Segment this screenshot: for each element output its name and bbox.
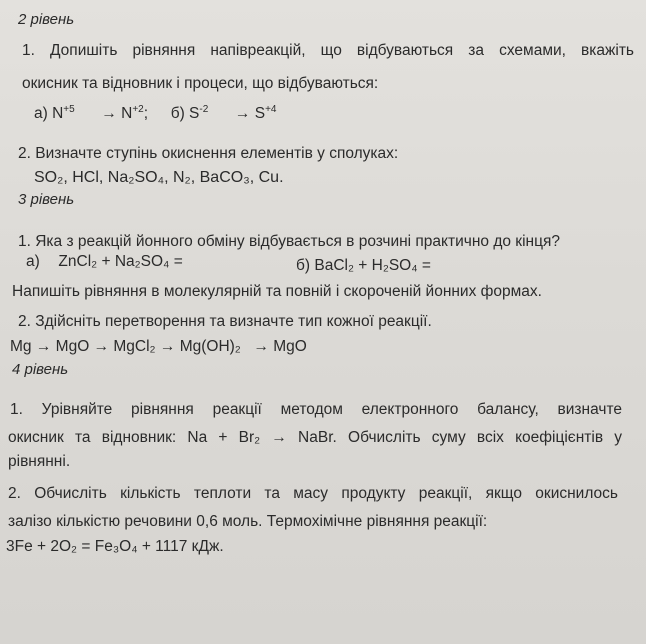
l2-q1-line1: 1. Допишіть рівняння напівреакцій, що відбуваються за схемами, вкажіть: [22, 42, 634, 59]
chain-item-2: MgCl₂: [113, 338, 156, 355]
level-4-title: 4 рівень: [12, 361, 69, 378]
l3-q1-option-a: [26, 252, 183, 272]
l3-q1-option-b: [296, 256, 431, 276]
l4-q2-equation: 3Fe + 2O₂ = Fe₃O₄ + 1117 кДж.: [6, 538, 224, 555]
arrow-icon: →: [35, 338, 52, 355]
arrow-icon: →: [253, 338, 269, 355]
scheme-a-label: а) N: [34, 105, 64, 122]
l3-q2-line1: 2. Здійсніть перетворення та визначте тип кожної реакції.: [18, 313, 432, 330]
l4-q2-line2: залізо кількістю речовини 0,6 моль. Термохімічне рівняння реакції:: [8, 513, 488, 530]
l4-q2-line1: 2. Обчисліть кількість теплоти та масу продукту реакції, якщо окиснилось: [8, 485, 618, 502]
scheme-separator: ;: [143, 105, 149, 122]
l3-q2-chain: [10, 337, 307, 357]
scheme-a-rhs: N: [121, 105, 133, 122]
level-3-title: 3 рівень: [18, 191, 75, 208]
option-a-label: а): [26, 253, 40, 270]
scheme-b-oxstate-right: +4: [265, 104, 277, 115]
l4-q1-line1: 1. Урівняйте рівняння реакції методом електронного балансу, визначте: [10, 401, 622, 418]
l4-q1-line3: рівнянні.: [8, 453, 71, 470]
scheme-b-rhs: S: [254, 105, 266, 122]
arrow-icon: →: [93, 338, 110, 355]
chain-item-0: Mg: [10, 338, 32, 355]
l4-q1-line2: окисник та відновник: Na + Br₂ → NaBr. Обчисліть суму всіх коефіцієнтів у: [8, 429, 622, 446]
arrow-icon: →: [159, 338, 176, 355]
option-b-equation: BaCl₂ + H₂SO₄ =: [314, 257, 431, 274]
option-a-equation: ZnCl₂ + Na₂SO₄ =: [58, 253, 183, 270]
l3-q1-line3: Напишіть рівняння в молекулярній та повній і скороченій йонних формах.: [12, 283, 542, 300]
chain-item-3: Mg(OH)₂: [179, 338, 241, 355]
scheme-b-oxstate-left: -2: [199, 104, 209, 115]
l2-q2-line1: 2. Визначте ступінь окиснення елементів у сполуках:: [18, 145, 399, 162]
scheme-b-label: б) S: [170, 105, 200, 122]
l2-q2-compounds: SO₂, HCl, Na₂SO₄, N₂, BaCO₃, Cu.: [34, 169, 284, 186]
l3-q1-line1: 1. Яка з реакцій йонного обміну відбувається в розчині практично до кінця?: [18, 233, 560, 250]
scheme-a-oxstate-right: +2: [132, 104, 144, 115]
chain-item-4: MgO: [273, 338, 307, 355]
l2-q1-line2: окисник та відновник і процеси, що відбуваються:: [22, 75, 379, 92]
scheme-a-oxstate-left: +5: [63, 104, 75, 115]
l2-q1-schemes: [34, 104, 276, 124]
level-2-title: 2 рівень: [18, 11, 75, 28]
arrow-icon: →: [101, 105, 117, 122]
chain-item-1: MgO: [55, 338, 90, 355]
arrow-icon: →: [234, 105, 251, 122]
option-b-label: б): [296, 257, 311, 274]
